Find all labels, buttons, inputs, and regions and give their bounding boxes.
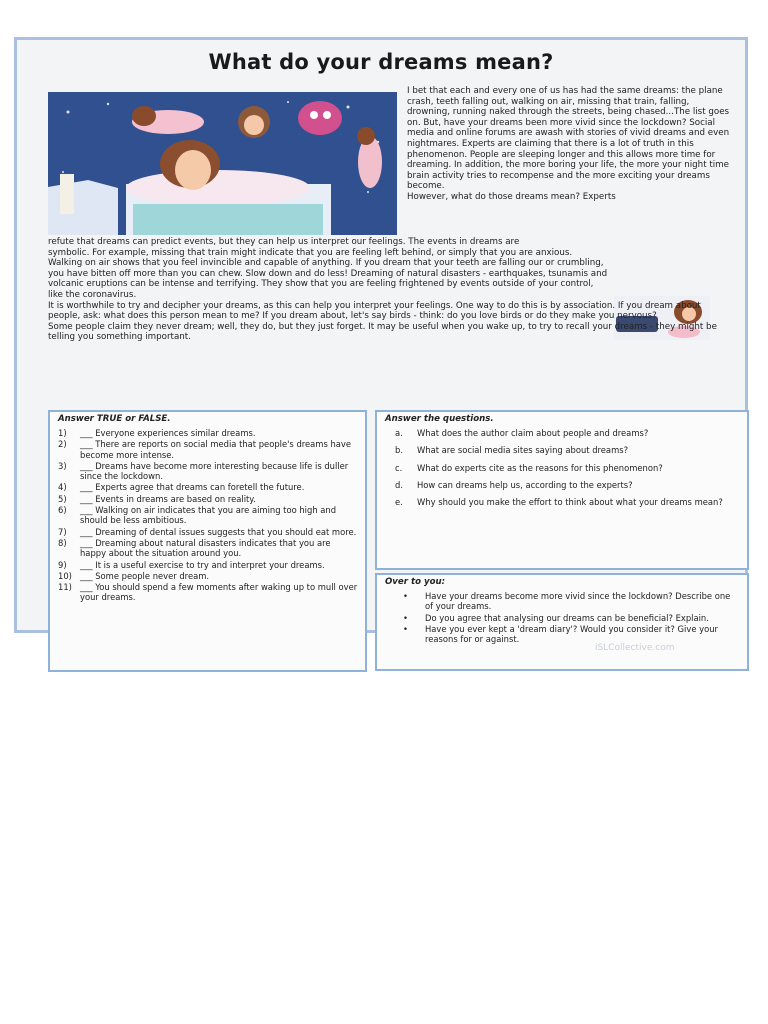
true-false-item [58,527,359,537]
intro-text [407,86,730,203]
discussion-item [403,591,739,612]
article-body [48,237,718,343]
discussion-text: Do you agree that analysing our dreams can be beneficial? Explain. [425,612,709,623]
over-to-you-heading: Over to you: [385,577,446,587]
true-false-item [58,461,359,482]
question-letter: c. [395,462,403,473]
item-number: 1) [58,428,67,438]
item-number: 11) [58,582,72,593]
intro-paragraph: I bet that each and every one of us has had the same dreams: the plane crash, teeth falling out, walking on air, missing that train, falling, drowning, running naked through the streets, being chased...The list goes on. But, have your dreams been more vivid since the lockdown? Social media and online forums are awash with stories of vivid dreams and even nightmares. Experts are claiming that there is a lot of truth in this phenomenon. People are sleeping longer and this allows more time for dreaming. In addition, the more boring your life, the more your night time brain activity tries to recompense and the more exciting your dreams become. [407,86,730,192]
question-text: What do experts cite as the reasons for this phenomenon? [417,462,663,473]
question-item [395,463,739,473]
question-item [395,445,739,455]
body-paragraph-1-line: refute that dreams can predict events, but they can help us interpret our feelings. The events in dreams are [48,237,520,247]
true-false-list [50,428,365,603]
body-paragraph-2: It is worthwhile to try and decipher your dreams, as this can help you interpret your feelings. One way to do this is by association. If you dream about people, ask: what does this person mean to me? If you dream about, let's say birds - think: do you love birds or do they make you nervous? [48,300,701,322]
item-text: ___ It is a useful exercise to try and interpret your dreams. [80,559,325,570]
item-text: ___ Some people never dream. [80,570,210,581]
item-number: 8) [58,537,67,548]
question-text: Why should you make the effort to think about what your dreams mean? [417,497,723,508]
question-text: What are social media sites saying about dreams? [417,445,629,456]
question-letter: a. [395,428,403,438]
true-false-item [58,482,359,492]
watermark: iSLCollective.com [595,643,675,653]
item-text: ___ Dreams have become more interesting because life is duller since the lockdown. [80,460,349,482]
item-text: ___ Events in dreams are based on reality. [80,493,256,504]
item-number: 9) [58,559,67,570]
question-item [395,428,739,438]
discussion-text: Have you ever kept a 'dream diary'? Would you consider it? Give your reasons for or against. [425,623,718,645]
item-number: 2) [58,439,67,450]
question-item [395,497,739,507]
intro-question: However, what do those dreams mean? Experts [407,191,616,202]
item-text: ___ Dreaming about natural disasters indicates that you are happy about the situation around you. [80,537,331,559]
discussion-item [403,613,739,623]
item-number: 10) [58,570,72,581]
over-to-you-box [375,573,749,671]
body-paragraph-1: symbolic. For example, missing that train might indicate that you are feeling left behind, or simply that you are anxious. Walking on air shows that you feel invincible and capable of anything. If you dream that your teeth are falling our or crumbling, you have bitten off more than you can chew. Slow down and do less! Dreaming of natural disasters - earthquakes, tsunamis and volcanic eruptions can be intense and terrifying. They show that you are feeling frightened by events outside of your control, like the coronavirus. [48,247,608,300]
true-false-item [58,582,359,603]
question-letter: e. [395,497,403,508]
true-false-item [58,428,359,438]
page-title: What do your dreams mean? [208,50,554,74]
true-false-item [58,505,359,526]
item-text: ___ Experts agree that dreams can foretell the future. [80,482,305,493]
true-false-item [58,571,359,581]
over-to-you-list [377,591,747,644]
question-letter: b. [395,445,403,456]
true-false-item [58,439,359,460]
true-false-exercise [48,410,367,672]
item-number: 7) [58,526,67,537]
bullet-icon: • [403,591,408,601]
true-false-item [58,560,359,570]
questions-list [377,428,747,507]
discussion-item [403,624,739,645]
item-number: 3) [58,460,67,471]
body-paragraph-3: Some people claim they never dream; well, they do, but they just forget. It may be useful when you wake up, to try to recall your dreams - they might be telling you something important. [48,321,717,343]
question-letter: d. [395,479,403,490]
item-number: 6) [58,505,67,516]
bullet-icon: • [403,612,408,623]
discussion-text: Have your dreams become more vivid since the lockdown? Describe one of your dreams. [425,591,731,612]
item-text: ___ Dreaming of dental issues suggests that you should eat more. [80,526,357,537]
true-false-item [58,538,359,559]
true-false-item [58,494,359,504]
dream-illustration [48,92,397,235]
item-text: ___ Walking on air indicates that you are aiming too high and should be less ambitious. [80,505,337,526]
item-number: 5) [58,493,67,504]
question-text: How can dreams help us, according to the experts? [417,479,633,490]
illustration-art [48,92,397,235]
questions-heading: Answer the questions. [385,414,494,424]
true-false-heading: Answer TRUE or FALSE. [58,414,171,424]
item-text: ___ You should spend a few moments after waking up to mull over your dreams. [80,582,358,603]
worksheet [14,37,748,653]
item-text: ___ Everyone experiences similar dreams. [80,428,256,438]
item-number: 4) [58,482,67,493]
item-text: ___ There are reports on social media that people's dreams have become more intense. [80,439,352,460]
question-item [395,480,739,490]
question-text: What does the author claim about people and dreams? [417,428,649,438]
questions-exercise [375,410,749,570]
bullet-icon: • [403,623,408,634]
